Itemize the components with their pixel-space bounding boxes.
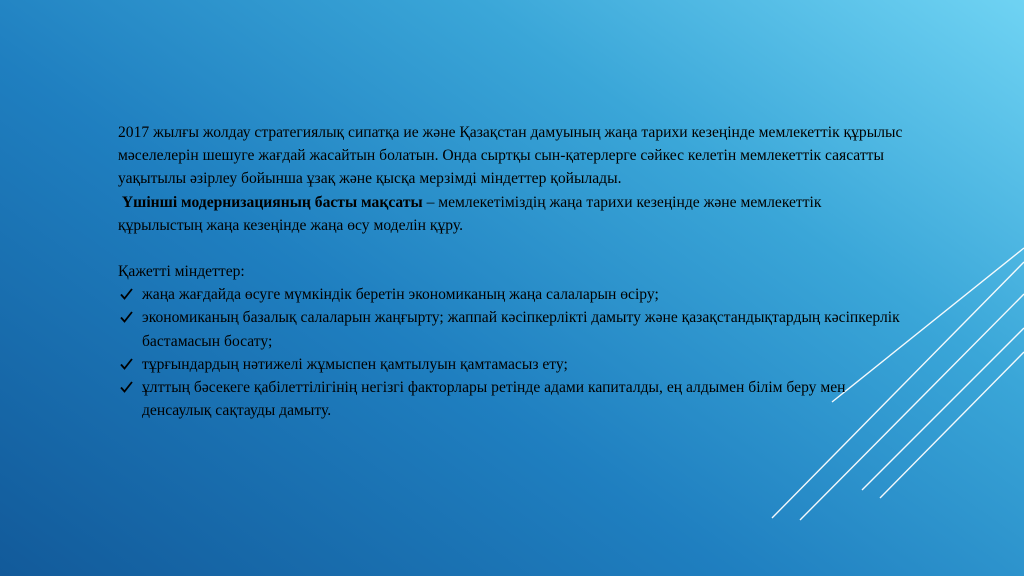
intro-paragraph: 2017 жылғы жолдау стратегиялық сипатқа ие және Қазақстан дамуының жаңа тарихи кезеңінде мемлекеттік құрылыс мәселелерін шешуге жағдай жасайтын болатын. Онда сыртқы сын-қатерлерге сәйкес келетін мемлекеттік саясатты уақытылы әзірлеу бойынша ұзақ және қысқа мерзімді міндеттер қойылады. [118,124,903,188]
list-item [118,306,908,352]
checkmark-icon [120,358,133,370]
goal-paragraph [118,191,908,237]
goal-text: – мемлекетіміздің жаңа тарихи кезеңінде және мемлекеттік құрылыстың жаңа кезеңінде жаңа өсу моделін құру. [118,193,822,234]
goal-bold-text: Үшінші модернизацияның басты мақсаты [121,193,423,211]
checkmark-icon [120,288,133,300]
task-text: ұлттың бәсекеге қабілеттілігінің негізгі факторлары ретінде адами капиталды, ең алдымен білім беру мен денсаулық сақтауды дамыту. [142,379,846,420]
checkmark-icon [120,381,133,393]
task-text: тұрғындардың нәтижелі жұмыспен қамтылуын қамтамасыз ету; [142,355,568,373]
checkmark-icon [120,311,133,323]
list-item [118,283,908,306]
tasks-heading: Қажетті міндеттер: [118,263,245,281]
list-item [118,376,908,422]
task-text: экономиканың базалық салаларын жаңғырту; жаппай кәсіпкерлікті дамыту және қазақстандықтардың кәсіпкерлік бастамасын босату; [142,309,900,350]
slide-body [118,121,908,422]
spacer [118,237,908,260]
tasks-list [118,283,908,422]
task-text: жаңа жағдайда өсуге мүмкіндік беретін экономиканың жаңа салаларын өсіру; [142,286,659,304]
list-item [118,353,908,376]
